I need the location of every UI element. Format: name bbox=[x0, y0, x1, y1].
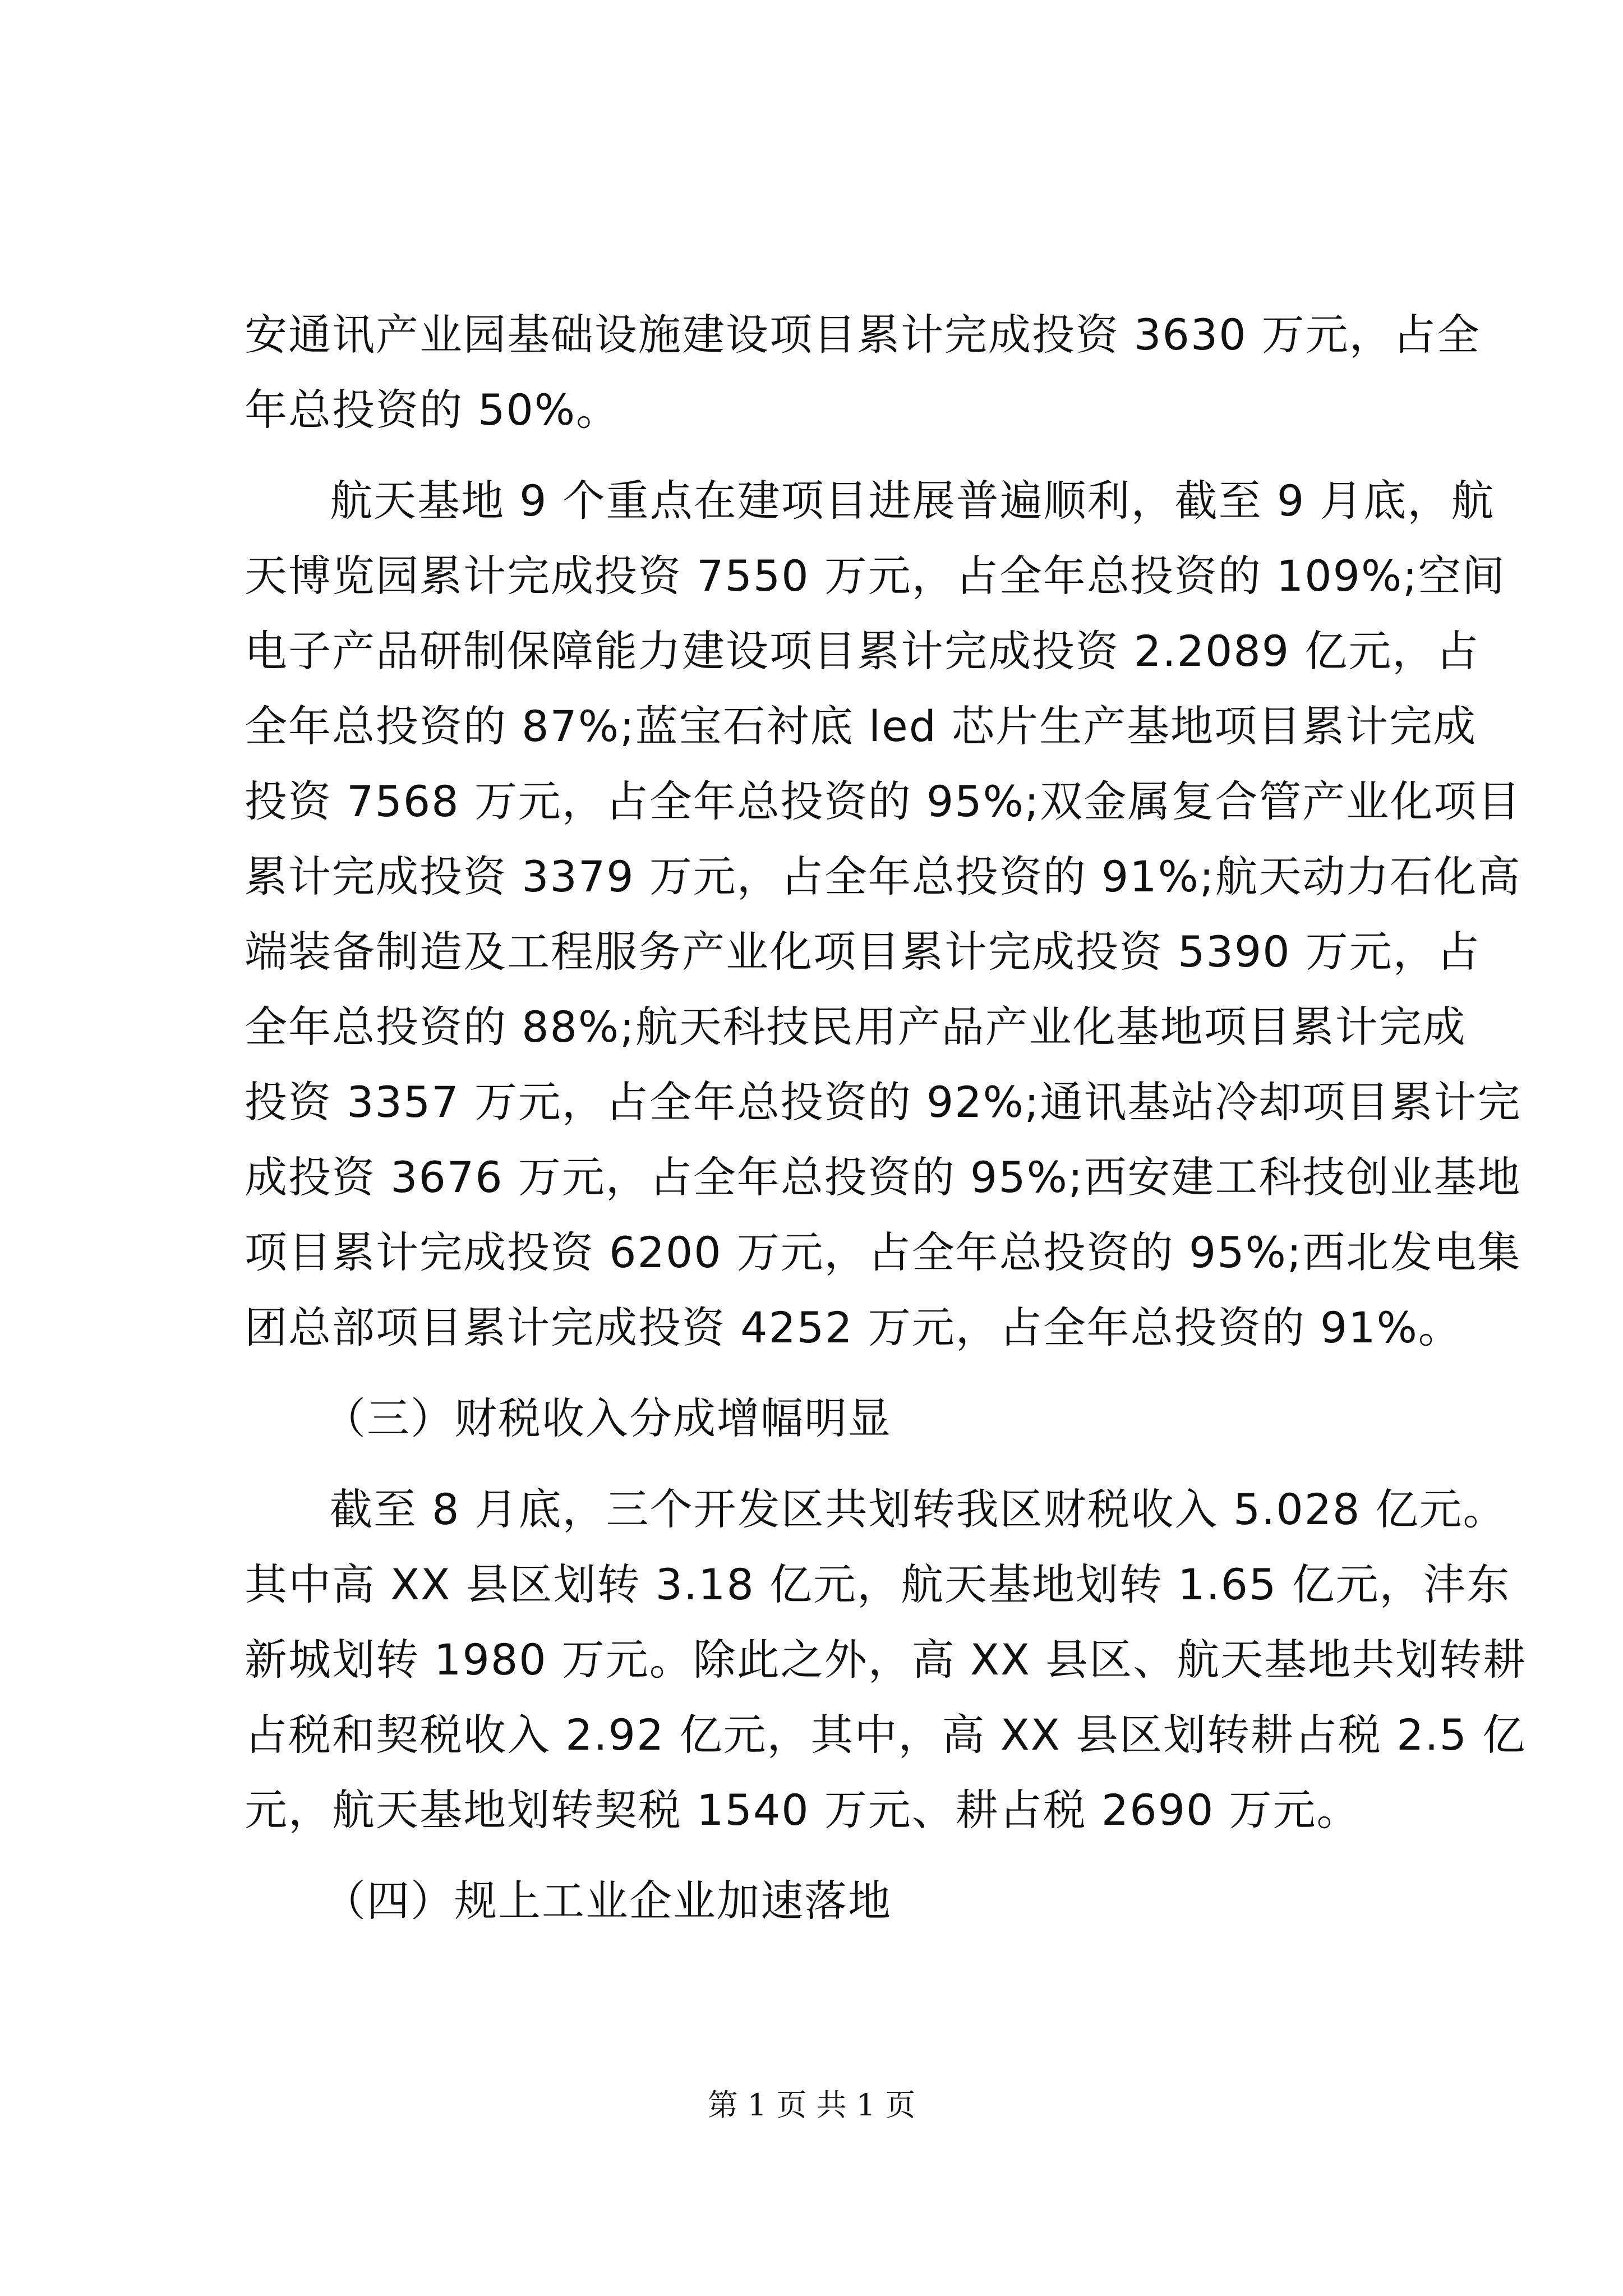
text-line: 元，航天基地划转契税 1540 万元、耕占税 2690 万元。 bbox=[245, 1785, 1361, 1835]
page-number-footer: 第 1 页 共 1 页 bbox=[707, 2087, 916, 2123]
text-line: 新城划转 1980 万元。除此之外，高 XX 县区、航天基地共划转耕 bbox=[245, 1635, 1527, 1685]
text-line: 投资 7568 万元，占全年总投资的 95%;双金属复合管产业化项目 bbox=[245, 776, 1521, 826]
text-line: 累计完成投资 3379 万元，占全年总投资的 91%;航天动力石化高 bbox=[245, 852, 1521, 901]
document-body bbox=[245, 297, 1527, 1939]
text-line: 全年总投资的 87%;蓝宝石衬底 led 芯片生产基地项目累计完成 bbox=[245, 701, 1477, 751]
text-line: 全年总投资的 88%;航天科技民用产品产业化基地项目累计完成 bbox=[245, 1002, 1467, 1052]
paragraph-1 bbox=[245, 297, 1481, 448]
text-line: 项目累计完成投资 6200 万元，占全年总投资的 95%;西北发电集 bbox=[245, 1227, 1521, 1277]
text-line: 其中高 XX 县区划转 3.18 亿元，航天基地划转 1.65 亿元，沣东 bbox=[245, 1559, 1511, 1609]
text-line: 航天基地 9 个重点在建项目进展普遍顺利，截至 9 月底，航 bbox=[330, 476, 1495, 526]
text-line: 团总部项目累计完成投资 4252 万元，占全年总投资的 91%。 bbox=[245, 1303, 1462, 1352]
section-heading-3: （三）财税收入分成增幅明显 bbox=[323, 1393, 892, 1443]
text-line: 年总投资的 50%。 bbox=[245, 385, 620, 435]
text-line: 投资 3357 万元，占全年总投资的 92%;通讯基站冷却项目累计完 bbox=[245, 1077, 1521, 1127]
text-line: 电子产品研制保障能力建设项目累计完成投资 2.2089 亿元，占 bbox=[245, 626, 1480, 676]
paragraph-2 bbox=[245, 463, 1521, 1365]
text-line: 截至 8 月底，三个开发区共划转我区财税收入 5.028 亿元。 bbox=[330, 1484, 1507, 1534]
text-line: 安通讯产业园基础设施建设项目累计完成投资 3630 万元，占全 bbox=[245, 310, 1481, 360]
text-line: 成投资 3676 万元，占全年总投资的 95%;西安建工科技创业基地 bbox=[245, 1152, 1521, 1202]
text-line: 占税和契税收入 2.92 亿元，其中，高 XX 县区划转耕占税 2.5 亿 bbox=[245, 1710, 1527, 1760]
text-line: 天博览园累计完成投资 7550 万元，占全年总投资的 109%;空间 bbox=[245, 551, 1506, 601]
paragraph-3 bbox=[245, 1472, 1527, 1848]
text-line: 端装备制造及工程服务产业化项目累计完成投资 5390 万元，占 bbox=[245, 927, 1481, 977]
section-heading-4: （四）规上工业企业加速落地 bbox=[323, 1876, 892, 1926]
